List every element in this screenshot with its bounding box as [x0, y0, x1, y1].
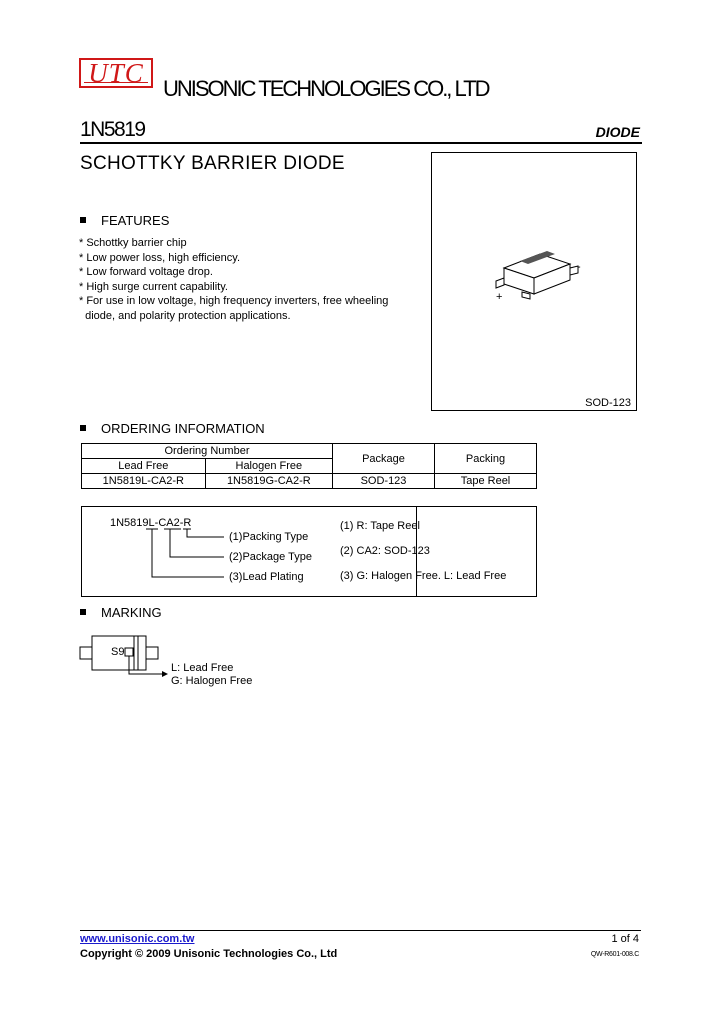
page-number: 1 of 4 — [611, 933, 639, 945]
list-item: * Low forward voltage drop. — [79, 266, 213, 278]
list-item: * Low power loss, high efficiency. — [79, 251, 241, 264]
anode-sign: + — [496, 291, 503, 303]
code-label-package: (2)Package Type — [229, 551, 312, 563]
website-link[interactable]: www.unisonic.com.tw — [80, 933, 195, 945]
cell-lead-free: 1N5819L-CA2-R — [82, 474, 206, 489]
part-number: 1N5819 — [80, 118, 145, 141]
features-heading: FEATURES — [80, 213, 169, 228]
company-name: UNISONIC TECHNOLOGIES CO., LTD — [163, 76, 489, 101]
table-header-row — [82, 444, 537, 459]
page-title: SCHOTTKY BARRIER DIODE — [80, 153, 345, 174]
marking-note-lead: L: Lead Free — [171, 662, 234, 674]
doc-number: QW-R601-008.C — [590, 951, 639, 958]
footer-divider — [80, 930, 641, 931]
header-packing: Packing — [435, 444, 537, 474]
copyright: Copyright © 2009 Unisonic Technologies Co., Ltd — [80, 948, 338, 960]
utc-logo: UTC — [79, 58, 153, 88]
part-code-box — [81, 506, 537, 597]
bullet-square-icon — [80, 217, 86, 223]
sod123-package-icon — [492, 248, 592, 308]
cell-packing: Tape Reel — [435, 474, 537, 489]
cathode-sign: - — [577, 261, 581, 273]
list-item: diode, and polarity protection applications. — [79, 309, 291, 322]
part-code: 1N5819L-CA2-R — [110, 517, 192, 529]
header-package: Package — [333, 444, 435, 474]
code-note-plating: (3) G: Halogen Free. L: Lead Free — [340, 570, 507, 582]
header-halogen-free: Halogen Free — [205, 459, 332, 474]
ordering-table — [81, 443, 537, 489]
features-list — [79, 236, 388, 323]
category-label: DIODE — [595, 124, 640, 140]
ordering-heading: ORDERING INFORMATION — [80, 421, 265, 436]
table-row — [82, 474, 537, 489]
header-divider — [80, 142, 642, 144]
list-item: * For use in low voltage, high frequency inverters, free wheeling — [79, 295, 389, 307]
bullet-square-icon — [80, 425, 86, 431]
marking-code: S9 — [111, 646, 125, 658]
package-label: SOD-123 — [585, 397, 631, 409]
cell-halogen-free: 1N5819G-CA2-R — [205, 474, 332, 489]
header-ordering-number: Ordering Number — [82, 444, 333, 459]
code-note-packing: (1) R: Tape Reel — [340, 520, 420, 532]
code-label-plating: (3)Lead Plating — [229, 571, 304, 583]
bullet-square-icon — [80, 609, 86, 615]
code-label-packing: (1)Packing Type — [229, 531, 309, 543]
list-item: * Schottky barrier chip — [79, 237, 187, 249]
code-note-package: (2) CA2: SOD-123 — [340, 545, 430, 557]
header-lead-free: Lead Free — [82, 459, 206, 474]
cell-package: SOD-123 — [333, 474, 435, 489]
list-item: * High surge current capability. — [79, 280, 228, 293]
marking-diagram-icon — [78, 632, 178, 680]
package-figure — [431, 152, 637, 411]
marking-heading: MARKING — [80, 605, 162, 620]
marking-note-halogen: G: Halogen Free — [171, 675, 253, 687]
